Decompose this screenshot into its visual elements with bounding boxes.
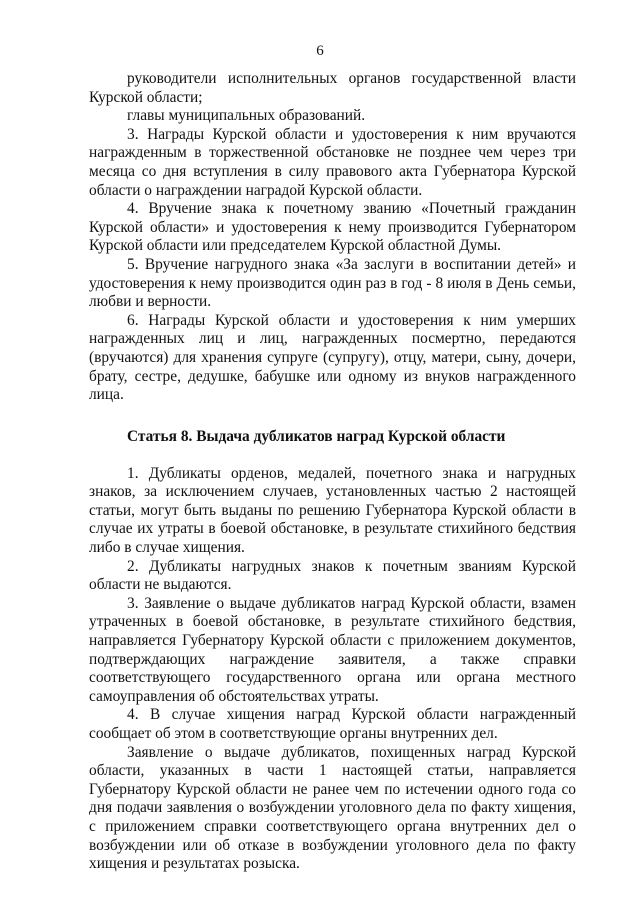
paragraph: главы муниципальных образований. [127, 107, 366, 125]
paragraph: Заявление о выдаче дубликатов, похищенных наград Курской области, указанных в части 1 настоящей статьи, направляется Губернатору Курской области не ранее чем по истечении одного года со дня подачи заявления о возбуждении уголовного дела по факту хищения, с приложением справки соответствующего органа внутренних дел о возбуждении или об отказе в возбуждении уголовного дела по факту хищения и результатах розыска. [89, 743, 576, 873]
document-body [89, 70, 576, 874]
paragraph: 1. Дубликаты орденов, медалей, почетного знака и нагрудных знаков, за исключением случаев, установленных частью 2 настоящей статьи, могут быть выданы по решению Губернатора Курской области в случае их утраты в боевой обстановке, в результате стихийного бедствия либо в случае хищения. [89, 464, 576, 557]
paragraph: 4. Вручение знака к почетному званию «Почетный гражданин Курской области» и удостоверения к нему производится Губернатором Курской области или председателем Курской областной Думы. [89, 200, 576, 255]
paragraph: 3. Заявление о выдаче дубликатов наград Курской области, взамен утраченных в боевой обстановке, в результате стихийного бедствия, направляется Губернатору Курской области с приложением документов, подтверждающих награждение заявителя, а также справки соответствующего государственного органа или органа местного самоуправления об обстоятельствах утраты. [89, 594, 576, 705]
paragraph: 6. Награды Курской области и удостоверения к ним умерших награжденных лиц и лиц, награжденных посмертно, передаются (вручаются) для хранения супруге (супругу), отцу, матери, сыну, дочери, брату, сестре, дедушке, бабушке или одному из внуков награжденного лица. [89, 311, 576, 404]
paragraph: 5. Вручение нагрудного знака «За заслуги в воспитании детей» и удостоверения к нему производится один раз в год - 8 июля в День семьи, любви и верности. [89, 255, 576, 311]
article-heading: Статья 8. Выдача дубликатов наград Курской области [127, 427, 506, 445]
page-number: 6 [316, 43, 324, 59]
paragraph: 4. В случае хищения наград Курской области награжденный сообщает об этом в соответствующие органы внутренних дел. [89, 706, 576, 742]
paragraph: 2. Дубликаты нагрудных знаков к почетным званиям Курской области не выдаются. [89, 557, 576, 594]
paragraph: руководители исполнительных органов государственной власти Курской области; [89, 70, 576, 106]
paragraph: 3. Награды Курской области и удостоверения к ним вручаются награжденным в торжественной обстановке не позднее чем через три месяца со дня вступления в силу правового акта Губернатора Курской области о награждении наградой Курской области. [89, 125, 576, 199]
